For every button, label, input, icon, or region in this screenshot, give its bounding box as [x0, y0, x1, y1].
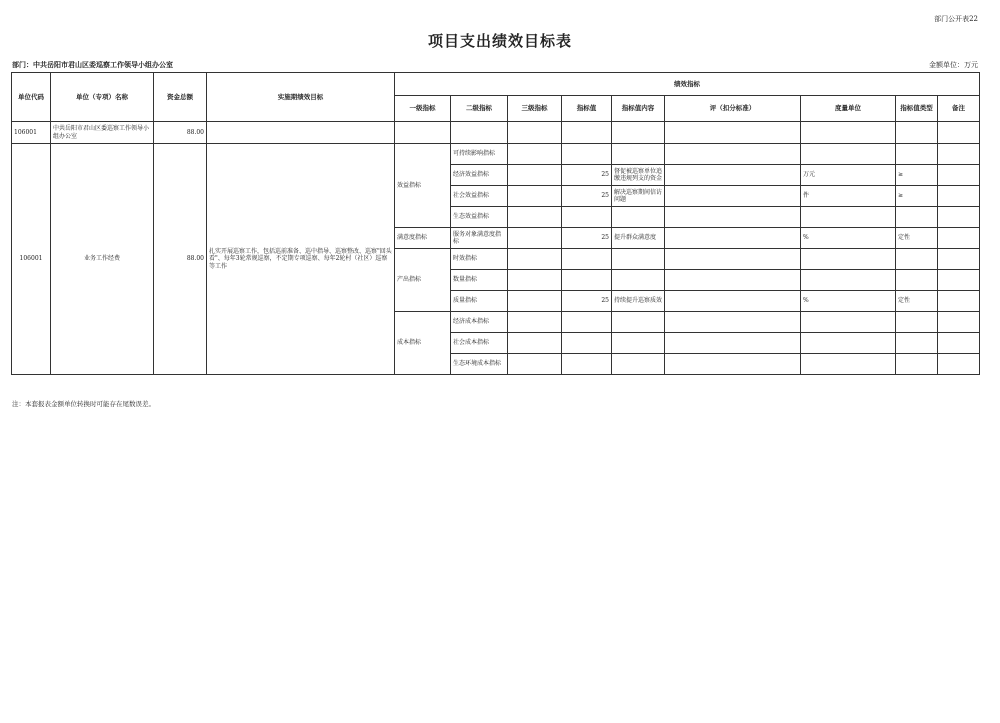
measure-unit-cell: 件 — [801, 186, 896, 207]
header-measure-unit: 度量单位 — [801, 96, 896, 122]
table-row — [12, 144, 980, 165]
level3-cell — [508, 228, 562, 249]
remark-cell — [938, 354, 980, 375]
content-cell: 督促被巡察单位追缴违规列支的资金 — [612, 165, 665, 186]
content-cell: 解决巡察期间信访问题 — [612, 186, 665, 207]
value-type-cell — [896, 333, 938, 354]
content-cell: 持续提升巡察质效 — [612, 291, 665, 312]
header-unit-name: 单位（专项）名称 — [51, 73, 154, 122]
group-cost-cell: 成本指标 — [395, 312, 451, 375]
scoring-cell — [665, 333, 801, 354]
value-cell — [562, 354, 612, 375]
level2-cell: 生态环境成本指标 — [451, 354, 508, 375]
remark-cell — [938, 165, 980, 186]
measure-unit-cell: % — [801, 228, 896, 249]
measure-unit-cell — [801, 312, 896, 333]
remark-cell — [938, 249, 980, 270]
level3-cell — [508, 354, 562, 375]
level2-cell: 数量指标 — [451, 270, 508, 291]
content-cell — [612, 144, 665, 165]
level3-cell — [508, 333, 562, 354]
content-cell — [612, 312, 665, 333]
content-cell — [612, 354, 665, 375]
header-target: 实施期绩效目标 — [207, 73, 395, 122]
group-output-cell: 产出指标 — [395, 249, 451, 312]
value-type-cell — [896, 312, 938, 333]
value-cell — [562, 270, 612, 291]
level2-cell: 经济成本指标 — [451, 312, 508, 333]
department-label: 部门：中共岳阳市君山区委巡察工作领导小组办公室 — [12, 60, 173, 69]
header-perf-group: 绩效指标 — [395, 73, 980, 96]
remark-cell — [938, 207, 980, 228]
value-cell: 25 — [562, 165, 612, 186]
unit-funds-cell: 88.00 — [154, 122, 207, 144]
content-cell — [612, 333, 665, 354]
content-cell: 提升群众满意度 — [612, 228, 665, 249]
value-cell: 25 — [562, 186, 612, 207]
level2-cell: 生态效益指标 — [451, 207, 508, 228]
project-funds-cell: 88.00 — [154, 144, 207, 375]
measure-unit-cell: 万元 — [801, 165, 896, 186]
value-type-cell — [896, 249, 938, 270]
value-type-cell — [896, 354, 938, 375]
measure-unit-cell — [801, 270, 896, 291]
remark-cell — [938, 312, 980, 333]
measure-unit-cell — [801, 333, 896, 354]
value-cell — [562, 333, 612, 354]
amount-unit-label: 金额单位：万元 — [929, 61, 978, 69]
value-cell — [562, 249, 612, 270]
level2-cell: 服务对象满意度指标 — [451, 228, 508, 249]
header-remark: 备注 — [938, 96, 980, 122]
scoring-cell — [665, 165, 801, 186]
level3-cell — [508, 144, 562, 165]
unit-code-cell: 106001 — [12, 122, 51, 144]
value-type-cell: 定性 — [896, 228, 938, 249]
scoring-cell — [665, 144, 801, 165]
header-unit-code: 单位代码 — [12, 73, 51, 122]
header-scoring: 评（扣分标准） — [665, 96, 801, 122]
remark-cell — [938, 186, 980, 207]
scoring-cell — [665, 207, 801, 228]
header-content: 指标值内容 — [612, 96, 665, 122]
header-value-type: 指标值类型 — [896, 96, 938, 122]
form-number: 部门公开表22 — [934, 15, 978, 23]
remark-cell — [938, 228, 980, 249]
level3-cell — [508, 249, 562, 270]
remark-cell — [938, 144, 980, 165]
remark-cell — [938, 270, 980, 291]
scoring-cell — [665, 186, 801, 207]
remark-cell — [938, 291, 980, 312]
footer-note: 注：本套报表金额单位转换时可能存在尾数误差。 — [12, 400, 155, 408]
value-type-cell — [896, 270, 938, 291]
header-total-funds: 资金总额 — [154, 73, 207, 122]
value-type-cell — [896, 207, 938, 228]
measure-unit-cell — [801, 354, 896, 375]
level3-cell — [508, 291, 562, 312]
measure-unit-cell — [801, 207, 896, 228]
value-cell — [562, 207, 612, 228]
level2-cell: 时效指标 — [451, 249, 508, 270]
value-type-cell: ≥ — [896, 186, 938, 207]
scoring-cell — [665, 249, 801, 270]
content-cell — [612, 249, 665, 270]
level3-cell — [508, 270, 562, 291]
level2-cell: 质量指标 — [451, 291, 508, 312]
project-code-cell: 106001 — [12, 144, 51, 375]
scoring-cell — [665, 354, 801, 375]
value-type-cell: 定性 — [896, 291, 938, 312]
project-name-cell: 业务工作经费 — [51, 144, 154, 375]
value-cell — [562, 312, 612, 333]
header-level1: 一级指标 — [395, 96, 451, 122]
content-cell — [612, 207, 665, 228]
level3-cell — [508, 207, 562, 228]
project-target-cell: 扎实开展巡察工作，包括巡前准备、巡中指导、巡察整改、巡察"回头看"、每年3轮常规巡察，不定期专项巡察、每年2轮村（社区）巡察等工作 — [207, 144, 395, 375]
level2-cell: 社会效益指标 — [451, 186, 508, 207]
table-row — [12, 122, 980, 144]
measure-unit-cell: % — [801, 291, 896, 312]
level2-cell: 社会成本指标 — [451, 333, 508, 354]
value-cell — [562, 144, 612, 165]
level3-cell — [508, 186, 562, 207]
scoring-cell — [665, 312, 801, 333]
remark-cell — [938, 333, 980, 354]
measure-unit-cell — [801, 144, 896, 165]
measure-unit-cell — [801, 249, 896, 270]
group-satisfaction-cell: 满意度指标 — [395, 228, 451, 249]
scoring-cell — [665, 228, 801, 249]
unit-name-cell: 中共岳阳市君山区委巡察工作领导小组办公室 — [51, 122, 154, 144]
scoring-cell — [665, 291, 801, 312]
header-value: 指标值 — [562, 96, 612, 122]
page-title: 项目支出绩效目标表 — [427, 32, 572, 50]
level3-cell — [508, 165, 562, 186]
content-cell — [612, 270, 665, 291]
level2-cell: 经济效益指标 — [451, 165, 508, 186]
performance-table — [11, 72, 980, 375]
header-level3: 三级指标 — [508, 96, 562, 122]
group-benefit-cell: 效益指标 — [395, 144, 451, 228]
level2-cell: 可持续影响指标 — [451, 144, 508, 165]
scoring-cell — [665, 270, 801, 291]
value-cell: 25 — [562, 291, 612, 312]
value-cell: 25 — [562, 228, 612, 249]
value-type-cell: ≥ — [896, 165, 938, 186]
level3-cell — [508, 312, 562, 333]
value-type-cell — [896, 144, 938, 165]
header-level2: 二级指标 — [451, 96, 508, 122]
